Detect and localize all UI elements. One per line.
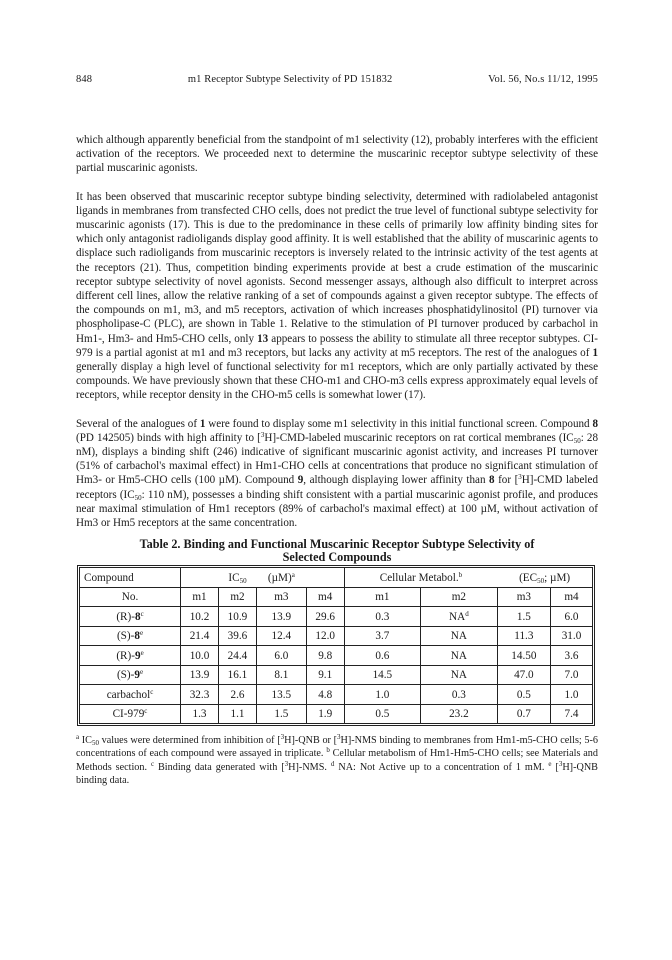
table-cell	[344, 685, 420, 705]
table-header-row	[80, 568, 593, 588]
table-cell	[256, 626, 306, 646]
table-cell	[497, 607, 550, 627]
cell-value: 2.6	[230, 688, 245, 701]
compound-number: 9	[134, 669, 140, 682]
column-header: m3	[256, 587, 306, 607]
footnote-marker: a	[76, 733, 80, 742]
cell-value: 32.3	[189, 688, 210, 701]
superscript: 3	[280, 733, 285, 742]
table-cell	[550, 665, 592, 685]
compound-ref: 8	[489, 474, 495, 487]
cell-value: 7.4	[564, 708, 579, 721]
table-cell	[218, 607, 256, 627]
superscript: e	[139, 668, 144, 677]
subscript: 50	[537, 576, 545, 585]
footnote-text: H]-NMS binding to membranes from Hm1-m5-CHO cells; 5-6 concentrations of each compound were assayed in triplicate.	[76, 735, 599, 760]
table-cell	[218, 626, 256, 646]
superscript: b	[458, 570, 463, 579]
cell-value: 7.0	[564, 669, 579, 682]
header-spacer	[306, 568, 344, 588]
superscript: c	[140, 609, 144, 618]
table-row	[80, 646, 593, 666]
table-cell	[497, 665, 550, 685]
cell-value: 14.5	[372, 669, 393, 682]
column-header: m4	[306, 587, 344, 607]
table-cell	[256, 607, 306, 627]
header-spacer	[181, 568, 219, 588]
superscript: 3	[518, 473, 522, 482]
compound-number: 8	[134, 630, 140, 643]
cell-value: 13.9	[189, 669, 210, 682]
running-title: m1 Receptor Subtype Selectivity of PD 151832	[187, 74, 393, 85]
footnote-text: IC	[79, 735, 92, 747]
table-row	[80, 685, 593, 705]
subscript: 50	[573, 436, 581, 445]
subscript: 50	[239, 576, 247, 585]
table-cell	[218, 665, 256, 685]
cellular-metabol-header	[344, 568, 497, 588]
table-cell	[421, 685, 498, 705]
cell-value: 10.0	[189, 649, 210, 662]
p3-text: : 28 nM), displays a binding shift (246) indicative of significant muscarinic agonist activity, and increases PI turnover (51% of carbachol's maximal effect) in Hm1-CHO cells at concentrations that produce no significant stimulation of Hm3- or Hm5-CHO cells (100 µM). Compound	[76, 431, 598, 487]
table-cell	[306, 626, 344, 646]
cell-value: 13.5	[271, 688, 292, 701]
compound-name: (S)-	[116, 630, 135, 643]
p2-text: generally display a high level of functional selectivity for m1 receptors, which are only partially activated by these compounds. We have previously shown that these CHO-m1 and CHO-m3 cells express approximately equal levels of receptors, while receptor density in the CHO-m5 cells is somewhat lower (17).	[76, 361, 598, 402]
cell-value: 3.6	[564, 649, 579, 662]
p3-text: , although displaying lower affinity than	[303, 474, 490, 487]
cell-value: 14.50	[511, 649, 537, 662]
p3-text: : 110 nM), possesses a binding shift consistent with a partial muscarinic agonist profile, and produces near maximal stimulation of Hm1 receptors (89% of carbachol's maximal effect) at 100 µM, without activation of Hm3 or Hm5 receptors at the same concentration.	[76, 488, 599, 530]
table-cell	[218, 646, 256, 666]
superscript: 3	[558, 759, 563, 768]
column-header: m3	[497, 587, 550, 607]
table-row	[80, 607, 593, 627]
table-cell	[497, 626, 550, 646]
cell-value: 9.8	[318, 649, 333, 662]
compound-ref: 8	[592, 417, 598, 430]
footnote-text: Binding data generated with [	[154, 761, 285, 773]
table-cell	[181, 685, 219, 705]
cell-value: 47.0	[514, 669, 534, 682]
cell-value: 1.1	[230, 708, 245, 721]
table-cell	[344, 607, 420, 627]
caption-line: Selected Compounds	[282, 550, 392, 565]
cell-value: 9.1	[318, 669, 333, 682]
superscript: a	[291, 570, 295, 579]
table-cell	[256, 685, 306, 705]
table-cell	[218, 704, 256, 724]
p3-text: were found to display some m1 selectivity in this initial functional screen. Compound	[205, 417, 593, 430]
table-cell	[497, 704, 550, 724]
cell-value: 21.4	[189, 630, 210, 643]
compound-name-cell	[80, 685, 181, 705]
ic-label: IC	[228, 571, 240, 584]
cell-value: 6.0	[564, 610, 579, 623]
table-cell	[181, 607, 219, 627]
column-header: m4	[550, 587, 592, 607]
table-footnote	[76, 734, 598, 787]
table-cell	[421, 607, 498, 627]
cell-value: 8.1	[274, 669, 289, 682]
cell-value: 0.3	[375, 610, 390, 623]
cell-value: NA	[450, 630, 467, 643]
cell-value: 6.0	[274, 649, 289, 662]
table-cell	[306, 607, 344, 627]
compound-name: carbachol	[106, 688, 151, 701]
table-cell	[344, 704, 420, 724]
table-cell	[181, 704, 219, 724]
cell-value: 1.5	[274, 708, 289, 721]
p3-text: for [	[494, 474, 519, 487]
cell-value: 10.2	[189, 610, 210, 623]
table-cell	[497, 685, 550, 705]
compound-ref: 13	[257, 332, 269, 345]
running-header	[76, 74, 598, 85]
cell-value: 39.6	[227, 630, 248, 643]
table-cell	[421, 646, 498, 666]
p3-text: (PD 142505) binds with high affinity to [	[76, 431, 261, 444]
table-cell	[421, 704, 498, 724]
cell-value: 13.9	[271, 610, 292, 623]
table-row	[80, 704, 593, 724]
superscript: d	[465, 609, 469, 618]
compound-number: 9	[134, 649, 141, 662]
table-cell	[550, 704, 592, 724]
table-cell	[421, 626, 498, 646]
p3-text: H]-CMD-labeled muscarinic receptors on rat cortical membranes (IC	[264, 431, 574, 444]
compound-header: Compound	[80, 568, 181, 588]
compound-name: CI-979	[112, 708, 145, 721]
superscript: c	[150, 687, 154, 696]
table-cell	[550, 607, 592, 627]
selectivity-table	[79, 567, 593, 724]
compound-ref: 1	[592, 346, 598, 359]
table-cell	[181, 626, 219, 646]
cell-value: 10.9	[227, 610, 248, 623]
ec-label: (EC	[519, 571, 538, 584]
table-cell	[256, 646, 306, 666]
cell-value: 0.5	[516, 688, 531, 701]
superscript: e	[140, 648, 144, 657]
ic-unit: (µM)	[267, 571, 292, 584]
compound-ref: 1	[199, 417, 206, 430]
table-cell	[344, 626, 420, 646]
table-cell	[181, 665, 219, 685]
table-cell	[306, 646, 344, 666]
table-cell	[218, 685, 256, 705]
table-cell	[256, 665, 306, 685]
compound-name-cell	[80, 665, 181, 685]
compound-name-cell	[80, 646, 181, 666]
table-cell	[550, 646, 592, 666]
compound-name: (R)-	[116, 649, 135, 662]
cell-value: 1.0	[564, 688, 579, 701]
cell-value: 31.0	[561, 630, 582, 643]
cell-value: 11.3	[514, 630, 534, 643]
cell-value: 0.3	[451, 688, 466, 701]
footnote-marker: d	[330, 759, 335, 768]
compound-number: 8	[134, 610, 141, 623]
cm-label: Cellular Metabol.	[379, 571, 459, 584]
cell-value: 23.2	[449, 708, 469, 721]
cell-value: 12.4	[271, 630, 292, 643]
p3-text: H]-CMD labeled receptors (IC	[76, 474, 598, 501]
table-cell	[306, 665, 344, 685]
compound-name-cell	[80, 704, 181, 724]
superscript: 3	[337, 733, 341, 742]
footnote-text: Cellular metabolism of Hm1-Hm5-CHO cells; see Materials and Methods section.	[76, 748, 598, 773]
cell-value: NA	[450, 669, 467, 682]
compound-name: (S)-	[116, 669, 135, 682]
p2-text: appears to possess the ability to stimulate all three receptor subtypes. CI-979 is a partial agonist at m1 and m3 receptors, but lacks any activity at m5 receptors. The rest of the analogues of	[76, 332, 599, 359]
table-row	[80, 626, 593, 646]
superscript: 3	[284, 759, 289, 768]
column-header: m1	[344, 587, 420, 607]
cell-value: 12.0	[315, 630, 335, 643]
p2-text: It has been observed that muscarinic receptor subtype binding selectivity, determined with radiolabeled antagonist ligands in membranes from transfected CHO cells, does not predict the true level of functional subtype selectivity for muscarinic agonists (17). This is due to the predominance in these cells of primarily low affinity binding sites for which only antagonist radioligands display good affinity. It is well established that the ability of muscarinic agents to displace such radioligands from muscarinic receptors is inversely related to the intrinsic activity of the test agents at the receptors (21). Thus, competition binding experiments provide at best a crude estimation of the muscarinic receptor subtype selectivity of novel agonists. Second messenger assays, although also difficult to interpret across different cell lines, allow the relative ranking of a set of compounds against a given receptor subtype. The effects of the compounds on m1, m3, and m5 receptors, activation of which increases phosphatidylinositol (PI) turnover via phospholipase-C (PLC), are shown in Table 1. Relative to the stimulation of PI turnover produced by carbachol in Hm1-, Hm3- and Hm5-CHO cells, only	[76, 190, 598, 345]
superscript: e	[139, 629, 144, 638]
footnote-marker: e	[548, 759, 552, 768]
caption-line: Table 2. Binding and Functional Muscarinic Receptor Subtype Selectivity of	[139, 537, 535, 552]
superscript: c	[144, 707, 148, 716]
footnote-text: NA: Not Active up to a concentration of 1 mM.	[334, 761, 549, 773]
cell-value: 4.8	[318, 688, 333, 701]
paragraph-2	[76, 190, 598, 403]
cell-value: 1.0	[375, 688, 390, 701]
cell-value: 1.5	[516, 610, 531, 623]
table-subheader-row	[80, 587, 593, 607]
table-cell	[306, 685, 344, 705]
table-cell	[181, 646, 219, 666]
table-caption	[76, 538, 598, 564]
cell-value: 3.7	[375, 630, 390, 643]
compound-name: (R)-	[116, 610, 135, 623]
paragraph-3	[76, 417, 598, 531]
cell-value: 0.6	[375, 649, 390, 662]
table-cell	[497, 646, 550, 666]
column-header: m2	[421, 587, 498, 607]
journal-page	[76, 74, 598, 787]
cell-value: 29.6	[315, 610, 335, 623]
ic50-unit-header	[256, 568, 306, 588]
table-row	[80, 665, 593, 685]
table-cell	[550, 626, 592, 646]
ec-unit: ; µM)	[544, 571, 571, 584]
footnote-marker: c	[150, 759, 155, 768]
cell-value: NA	[450, 649, 467, 662]
ec50-header	[497, 568, 592, 588]
table-cell	[344, 646, 420, 666]
footnote-marker: b	[326, 746, 330, 755]
table-cell	[550, 685, 592, 705]
volume-info: Vol. 56, No.s 11/12, 1995	[488, 74, 598, 85]
compound-name-cell	[80, 607, 181, 627]
table-cell	[306, 704, 344, 724]
table-cell	[344, 665, 420, 685]
page-number: 848	[76, 74, 93, 85]
p3-text: Several of the analogues of	[76, 417, 200, 430]
footnote-text: H]-QNB or [	[284, 735, 337, 747]
cell-value: 16.1	[227, 669, 248, 682]
table-cell	[256, 704, 306, 724]
superscript: 3	[260, 430, 265, 439]
table-body	[80, 607, 593, 724]
ic50-header	[218, 568, 256, 588]
column-header: No.	[80, 587, 181, 607]
footnote-text: [	[551, 761, 559, 773]
cell-value: 0.7	[516, 708, 531, 721]
cell-value: 0.5	[375, 708, 390, 721]
cell-value: 24.4	[227, 649, 248, 662]
subscript: 50	[91, 739, 99, 748]
compound-ref: 9	[297, 474, 304, 487]
cell-value: 1.3	[192, 708, 207, 721]
compound-name-cell	[80, 626, 181, 646]
cell-value: 1.9	[318, 708, 333, 721]
table-cell	[421, 665, 498, 685]
column-header: m1	[181, 587, 219, 607]
cell-value: NA	[449, 610, 466, 623]
footnote-text: H]-QNB binding data.	[76, 761, 598, 786]
footnote-text: H]-NMS.	[288, 761, 331, 773]
subscript: 50	[134, 493, 142, 502]
column-header: m2	[218, 587, 256, 607]
footnote-text: values were determined from inhibition of [	[98, 735, 281, 747]
paragraph-1: which although apparently beneficial from the standpoint of m1 selectivity (12), probably interferes with the efficient activation of the receptors. We proceeded next to determine the muscarinic receptor subtype selectivity of these partial muscarinic agonists.	[76, 134, 598, 175]
